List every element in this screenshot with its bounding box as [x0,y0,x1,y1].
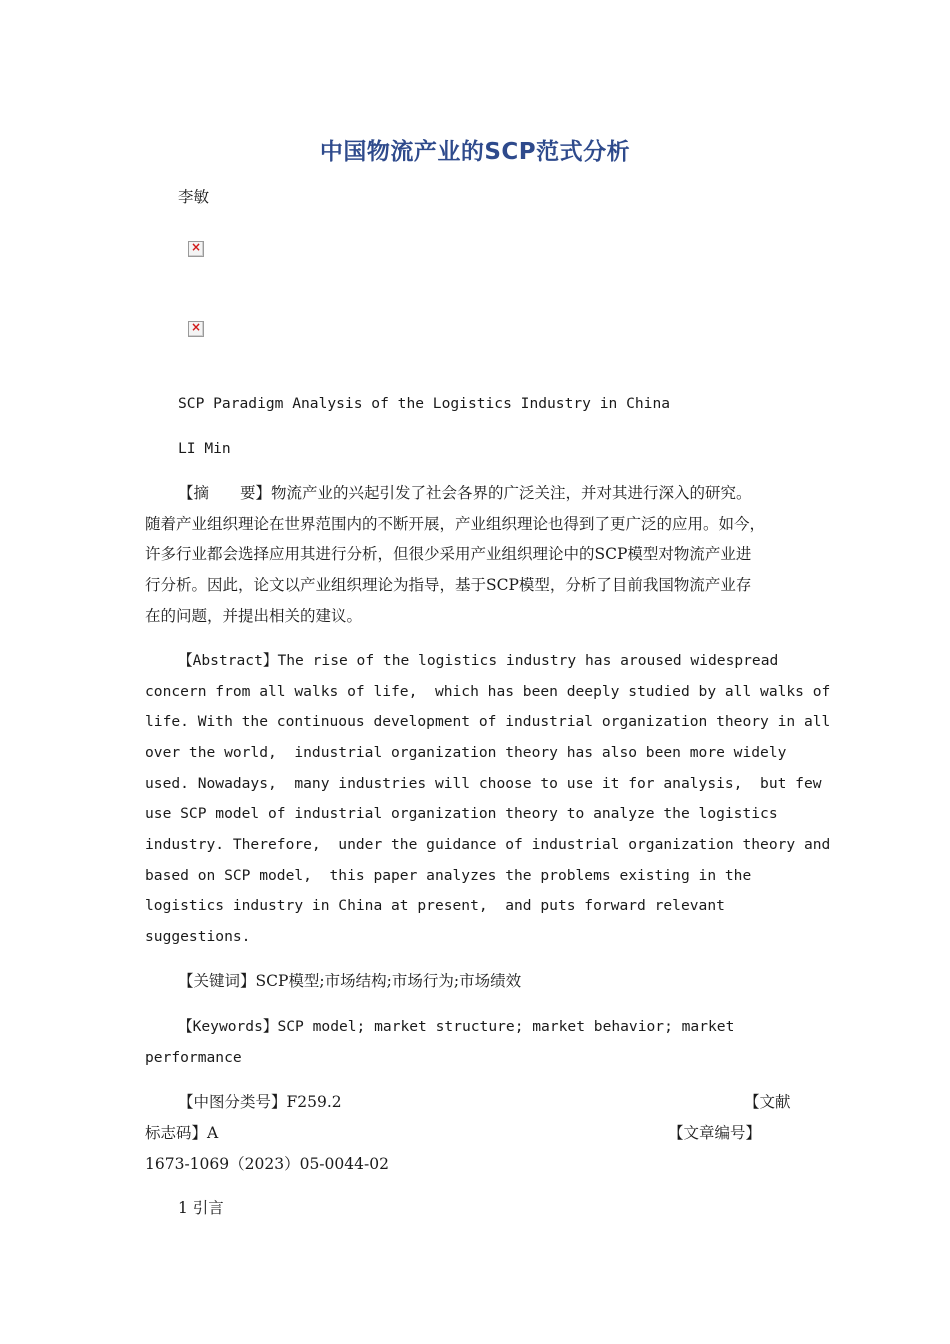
article-no: 1673-1069（2023）05-0044-02 [145,1155,389,1173]
abstract-cn-line: 随着产业组织理论在世界范围内的不断开展，产业组织理论也得到了更广泛的应用。如今， [145,515,766,533]
article-no-label: 【文章编号】 [668,1124,762,1142]
abstract-en-line: use SCP model of industrial organization theory to analyze the logistics [145,805,778,822]
abstract-en-line: based on SCP model, this paper analyzes the problems existing in the [145,867,752,884]
abstract-en-line: concern from all walks of life, which has been deeply studied by all walks of [145,683,831,700]
doc-code-label: 【文献 [744,1093,791,1111]
broken-image-icon: × [188,321,204,337]
keywords-cn: 【关键词】SCP模型;市场结构;市场行为;市场绩效 [178,972,522,990]
abstract-cn-line: 在的问题，并提出相关的建议。 [145,607,363,625]
keywords-en-line: performance [145,1049,242,1066]
abstract-en-line: logistics industry in China at present, and puts forward relevant [145,897,725,914]
keywords-en-line: 【Keywords】SCP model; market structure; market behavior; market [178,1018,735,1035]
paper-title: 中国物流产业的SCP范式分析 [319,139,631,165]
clc-number: 【中图分类号】F259.2 [178,1093,342,1111]
author-en: LI Min [178,440,231,457]
abstract-en-line: used. Nowadays, many industries will choose to use it for analysis, but few [145,775,822,792]
abstract-en-line: 【Abstract】The rise of the logistics industry has aroused widespread [178,652,779,669]
abstract-en-line: suggestions. [145,928,251,945]
broken-image-icon: × [188,241,204,257]
abstract-en-line: life. With the continuous development of industrial organization theory in all [145,713,831,730]
abstract-cn-line: 【摘 要】物流产业的兴起引发了社会各界的广泛关注，并对其进行深入的研究。 [178,484,752,502]
section-heading: 1 引言 [178,1199,224,1217]
abstract-en-line: industry. Therefore, under the guidance of industrial organization theory and [145,836,831,853]
doc-code-value: 标志码】A [145,1124,219,1142]
abstract-cn-line: 许多行业都会选择应用其进行分析，但很少采用产业组织理论中的SCP模型对物流产业进 [145,545,752,563]
abstract-cn-line: 行分析。因此，论文以产业组织理论为指导，基于SCP模型，分析了目前我国物流产业存 [145,576,752,594]
title-en: SCP Paradigm Analysis of the Logistics Industry in China [178,395,671,412]
abstract-en-line: over the world, industrial organization theory has also been more widely [145,744,787,761]
author-cn: 李敏 [178,188,210,206]
